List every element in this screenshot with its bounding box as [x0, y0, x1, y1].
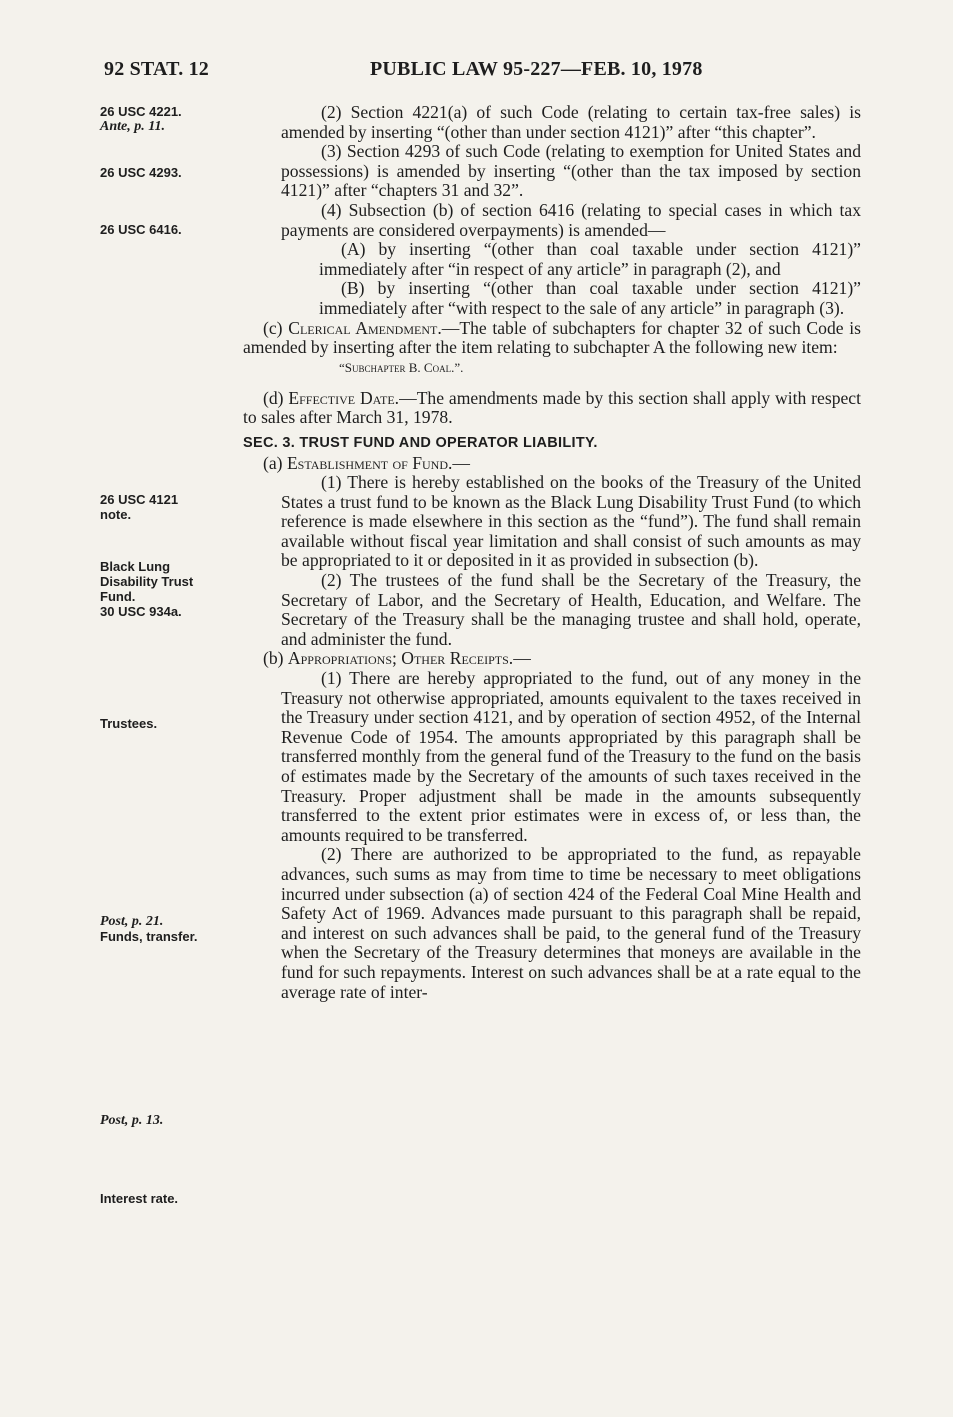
subsection-dash: — [452, 452, 470, 473]
subsection-label: (c) [263, 317, 289, 338]
subsection-label: (b) [263, 648, 288, 669]
subsection-b [243, 649, 861, 669]
subsection-text: —The amendments made by this section shall apply with respect to sales after March 31, 1978. [243, 387, 862, 428]
margin-note-line: 30 USC 934a. [100, 604, 182, 619]
paragraph-b2: (2) There are authorized to be appropriated to the fund, as repayable advances, such sums as may from time to time be necessary to meet obligations incurred under subsection (a) of section 424 of the Federal Coal Mine Health and Safety Act of 1969. Advances made pursuant to this paragraph shall be repaid, and interest on such advances shall be paid, to the general fund of the Treasury when the Secretary of the Treasury determines that moneys are available in the fund for such repayments. Interest on such advances shall be at a rate equal to the average rate of inter- [281, 844, 861, 1002]
margin-note-post-p13 [100, 1112, 250, 1128]
paragraph-2: (2) Section 4221(a) of such Code (relating to certain tax-free sales) is amended by inserting “(other than under section 4121)” after “this chapter”. [281, 102, 861, 142]
subparagraph-a: (A) by inserting “(other than coal taxable under section 4121)” immediately after “in respect of any article” in paragraph (2), and [319, 239, 861, 279]
margin-note-26usc4293: 26 USC 4293. [100, 165, 182, 180]
running-header: PUBLIC LAW 95-227—FEB. 10, 1978 [370, 58, 703, 80]
margin-note-line: Funds, transfer. [100, 929, 198, 944]
margin-note-post-p21 [100, 914, 250, 944]
margin-note-line: 26 USC 4121 [100, 492, 179, 507]
subsection-label: (a) [263, 452, 287, 473]
subsection-heading: Appropriations; Other Receipts. [287, 648, 514, 669]
margin-note-line: Disability Trust [100, 574, 194, 589]
paragraph-4: (4) Subsection (b) of section 6416 (relating to special cases in which tax payments are considered overpayments) is amended— [281, 199, 861, 240]
subsection-a [243, 454, 861, 474]
section-heading: SEC. 3. TRUST FUND AND OPERATOR LIABILITY. [243, 434, 598, 451]
subsection-dash: — [513, 648, 531, 669]
new-table-item: “Subchapter B. Coal.”. [339, 359, 464, 375]
paragraph-a1: (1) There is hereby established on the books of the Treasury of the United States a trust fund to be known as the Black Lung Disability Trust Fund (to which reference is made elsewhere in this section as the “fund”). The fund shall remain available without fiscal year limitation and shall consist of such amounts as may be appropriated to it or deposited in it as provided in subsection (b). [281, 472, 861, 571]
subsection-heading: Effective Date. [288, 387, 400, 408]
margin-note-interest-rate: Interest rate. [100, 1191, 179, 1206]
subsection-c [243, 319, 861, 358]
subsection-heading: Clerical Amendment. [288, 317, 442, 338]
margin-note-line: note. [100, 507, 132, 522]
margin-note-26usc4121 [100, 492, 250, 522]
paragraph-3: (3) Section 4293 of such Code (relating to exemption for United States and possessions) is amended by inserting “(other than the tax imposed by section 4121)” after “chapters 31 and 32”. [281, 141, 861, 201]
subparagraph-b: (B) by inserting “(other than coal taxable under section 4121)” immediately after “with respect to the sale of any article” in paragraph (3). [319, 278, 861, 318]
paragraph-b1: (1) There are hereby appropriated to the fund, out of any money in the Treasury not otherwise appropriated, amounts equivalent to the taxes received in the Treasury under section 4121, and by operation of section 4952, of the Internal Revenue Code of 1954. The amounts appropriated by this paragraph shall be transferred monthly from the general fund of the Treasury to the fund on the basis of estimates made by the Secretary of the amounts of such taxes received in the Treasury. Proper adjustment shall be made in the amounts subsequently transferred to the extent prior estimates were in excess of, or less than, the amounts required to be transferred. [281, 668, 861, 845]
subsection-text: —The table of subchapters for chapter 32 of such Code is amended by inserting after the item relating to subchapter A the following new item: [243, 317, 861, 358]
margin-note-26usc6416: 26 USC 6416. [100, 222, 182, 237]
subsection-d [243, 389, 861, 428]
margin-note-line: Post, p. 21. [100, 914, 164, 929]
margin-note-line: Post, p. 13. [100, 1113, 164, 1128]
margin-note-line: Ante, p. 11. [100, 119, 165, 134]
paragraph-a2: (2) The trustees of the fund shall be the Secretary of the Treasury, the Secretary of Labor, and the Secretary of Health, Education, and Welfare. The Secretary of the Treasury shall be the managing trustee and shall hold, operate, and administer the fund. [281, 570, 861, 649]
body-text [243, 103, 861, 1002]
subsection-heading: Establishment of Fund. [286, 452, 453, 473]
subsection-label: (d) [263, 387, 289, 408]
margin-note-line: Black Lung [100, 559, 171, 574]
margin-note-26usc4221 [100, 104, 250, 134]
page-stat-number: 92 STAT. 12 [104, 58, 209, 80]
margin-note-trustees: Trustees. [100, 716, 158, 731]
margin-note-black-lung-fund [100, 559, 250, 619]
margin-note-line: Fund. [100, 589, 136, 604]
margin-note-line: 26 USC 4221. [100, 104, 182, 119]
